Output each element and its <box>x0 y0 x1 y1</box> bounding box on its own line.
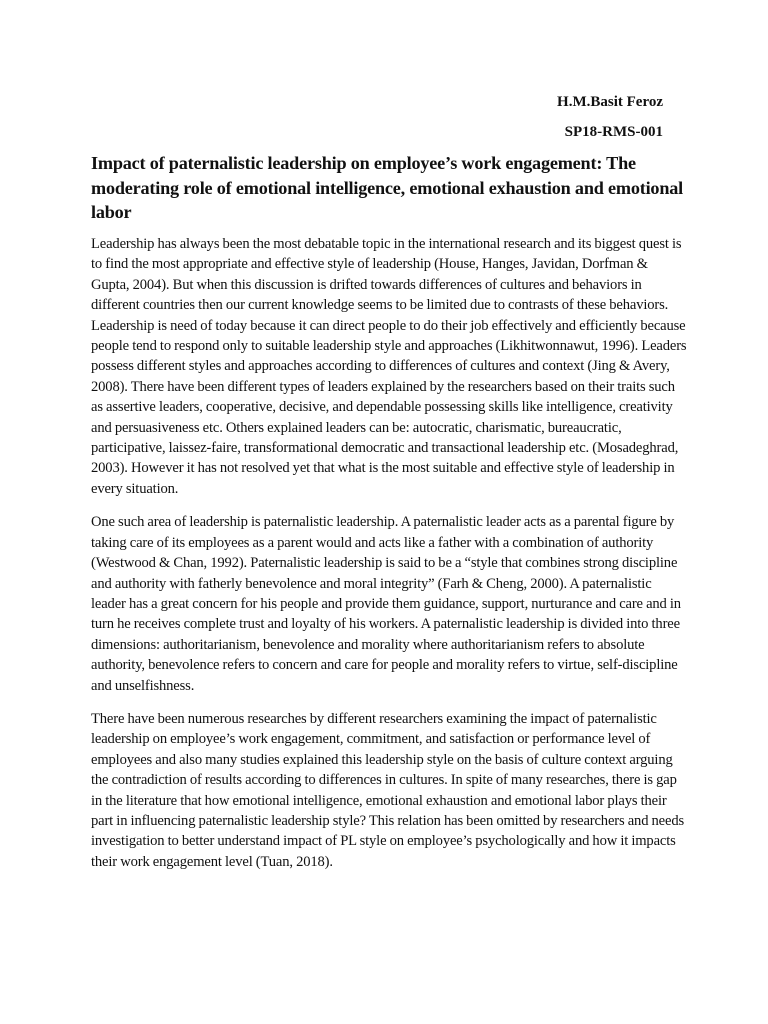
paragraph: Leadership has always been the most debatable topic in the international research and its biggest quest is to find the most appropriate and effective style of leadership (House, Hanges, Javidan, Dorfman & Gupta, 2004). But when this discussion is drifted towards differences of cultures and behaviors in different countries then our current knowledge seems to be limited due to contrasts of these behaviors. Leadership is need of today because it can direct people to do their job effectively and efficiently because people tend to respond only to suitable leadership style and approaches (Likhitwonnawut, 1996). Leaders possess different styles and approaches according to differences of cultures and context (Jing & Avery, 2008). There have been different types of leaders explained by the researchers based on their traits such as assertive leaders, cooperative, decisive, and dependable possessing skills like intelligence, creativity and persuasiveness etc. Others explained leaders can be: autocratic, charismatic, bureaucratic, participative, laissez-faire, transformational democratic and transactional leadership etc. (Mosadeghrad, 2003). However it has not resolved yet that what is the most suitable and effective style of leadership in every situation. <box>91 236 687 497</box>
document-body <box>91 234 689 885</box>
student-id: SP18-RMS-001 <box>564 124 663 140</box>
paragraph: One such area of leadership is paternalistic leadership. A paternalistic leader acts as a parental figure by taking care of its employees as a parent would and acts like a father with a combination of authority (Westwood & Chan, 1992). Paternalistic leadership is said to be a “style that combines strong discipline and authority with fatherly benevolence and moral integrity” (Farh & Cheng, 2000). A paternalistic leader has a great concern for his people and provide them guidance, support, nurturance and care and in turn he receives complete trust and loyalty of his workers. A paternalistic leadership is divided into three dimensions: authoritarianism, benevolence and morality where authoritarianism refers to absolute authority, benevolence refers to concern and care for people and morality refers to virtue, self-discipline and unselfishness. <box>91 514 681 694</box>
author-name: H.M.Basit Feroz <box>557 94 663 110</box>
paragraph: There have been numerous researches by different researchers examining the impact of paternalistic leadership on employee’s work engagement, commitment, and satisfaction or performance level of employees and also many studies explained this leadership style on the basis of culture context arguing the contradiction of results according to differences in cultures. In spite of many researches, there is gap in the literature that how emotional intelligence, emotional exhaustion and emotional labor plays their part in influencing paternalistic leadership style? This relation has been omitted by researchers and needs investigation to better understand impact of PL style on employee’s psychologically and how it impacts their work engagement level (Tuan, 2018). <box>91 710 685 870</box>
document-title: Impact of paternalistic leadership on employee’s work engagement: The moderating role of emotional intelligence, emotional exhaustion and emotional labor <box>91 153 683 222</box>
